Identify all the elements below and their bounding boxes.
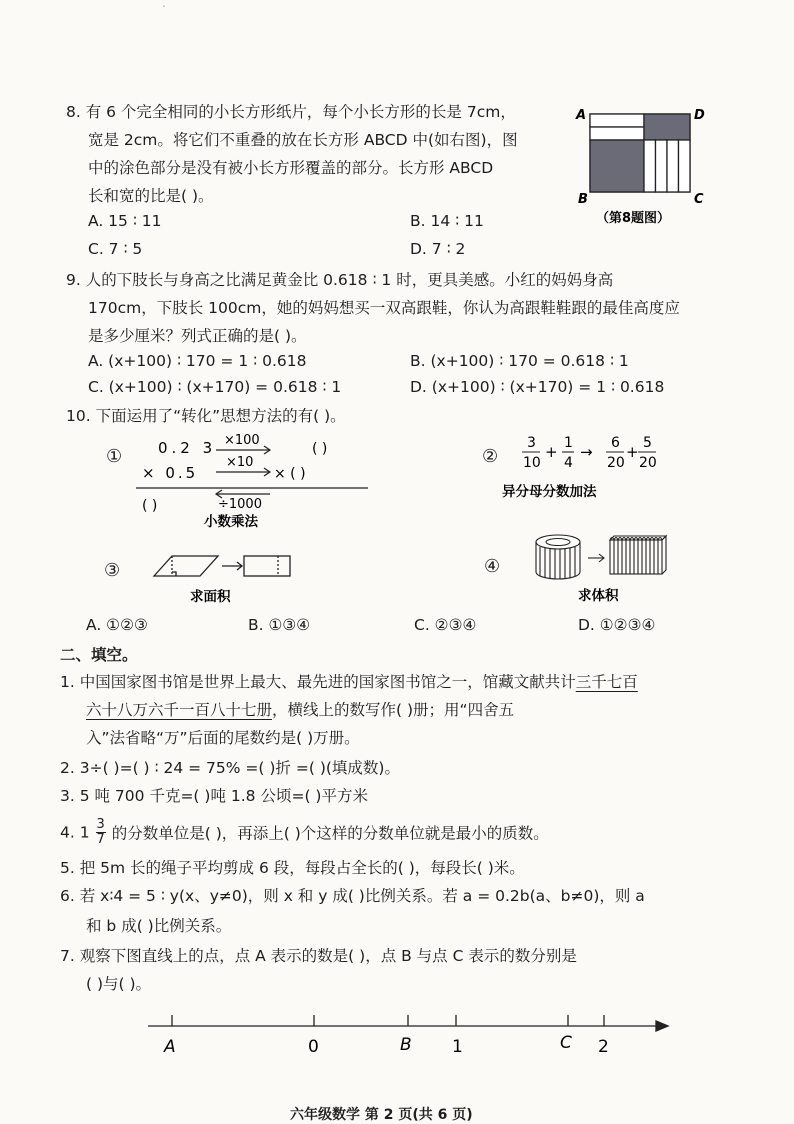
q10-decimal-multiplication bbox=[136, 428, 376, 532]
q8-option-a: A. 15 ∶ 11 bbox=[88, 212, 162, 230]
f4-fraction bbox=[96, 818, 106, 847]
section-fill-in-heading: 二、填空。 bbox=[60, 646, 138, 664]
f4-text: 的分数单位是( )，再添上( )个这样的分数单位就是最小的质数。 bbox=[111, 824, 549, 843]
q10-option-d: D. ①②③④ bbox=[578, 616, 656, 634]
q9-option-c: C. (x+100) ∶ (x+170) = 0.618 ∶ 1 bbox=[88, 378, 342, 396]
fraction-3-numerator: 6 bbox=[611, 435, 620, 451]
number-line-label-2: 2 bbox=[598, 1037, 609, 1057]
q10-cylinder-to-cuboid bbox=[530, 532, 690, 606]
f1-line-2 bbox=[86, 698, 514, 720]
fraction-2-numerator: 1 bbox=[564, 435, 573, 451]
number-line-label-b: B bbox=[400, 1035, 412, 1055]
q8-option-b: B. 14 ∶ 11 bbox=[410, 212, 484, 230]
q10-mult-bottom: × 0.5 bbox=[142, 464, 199, 482]
q10-parallelogram-to-rectangle bbox=[150, 550, 300, 606]
scan-mark: . bbox=[162, 0, 166, 10]
f1-line-3: 入”法省略“万”后面的尾数约是( )万册。 bbox=[86, 729, 360, 747]
q9-line-1: 9. 人的下肢长与身高之比满足黄金比 0.618 ∶ 1 时，更具美感。小红的妈妈身高 bbox=[66, 271, 614, 289]
q10-arrow-label-3: ÷1000 bbox=[218, 497, 262, 512]
number-line-label-1: 1 bbox=[452, 1037, 463, 1057]
q10-fraction-caption: 异分母分数加法 bbox=[502, 484, 597, 500]
fill-question-4 bbox=[60, 818, 549, 848]
fraction-2-denominator: 4 bbox=[564, 455, 573, 471]
f6-line-2: 和 b 成( )比例关系。 bbox=[86, 917, 232, 935]
q10-area-caption: 求面积 bbox=[190, 589, 231, 605]
fraction-4-numerator: 5 bbox=[643, 435, 652, 451]
q8-line-2: 宽是 2cm。将它们不重叠的放在长方形 ABCD 中(如右图)，图 bbox=[88, 131, 518, 149]
q10-mult-top: 0.2 3 bbox=[158, 439, 217, 457]
q8-label-a: A bbox=[576, 108, 587, 123]
q10-mult-product-1: ( ) bbox=[312, 441, 328, 457]
q10-option-c: C. ②③④ bbox=[414, 616, 477, 634]
fill-question-5: 5. 把 5m 长的绳子平均剪成 6 段，每段占全长的( )，每段长( )米。 bbox=[60, 859, 525, 877]
q8-rectangle-figure bbox=[572, 100, 712, 230]
f7-line-1: 7. 观察下图直线上的点，点 A 表示的数是( )，点 B 与点 C 表示的数分别是 bbox=[60, 947, 577, 965]
q10-line-1: 10. 下面运用了“转化”思想方法的有( )。 bbox=[66, 407, 346, 425]
q10-option-a: A. ①②③ bbox=[86, 616, 148, 634]
q10-arrow-label-2: ×10 bbox=[226, 455, 254, 470]
q8-option-c: C. 7 ∶ 5 bbox=[88, 240, 143, 258]
page-footer: 六年级数学 第 2 页(共 6 页) bbox=[290, 1107, 473, 1123]
f1-underlined-2: 六十八万六千一百八十七册 bbox=[86, 701, 273, 719]
q8-option-d: D. 7 ∶ 2 bbox=[410, 240, 466, 258]
q10-item-3-number: ③ bbox=[104, 560, 121, 581]
f4-numerator: 3 bbox=[96, 817, 105, 832]
q8-line-4: 长和宽的比是( )。 bbox=[88, 187, 214, 205]
q8-figure-caption: （第8题图） bbox=[596, 211, 671, 226]
q10-item-2-number: ② bbox=[482, 446, 499, 467]
q10-mult-product-2: × ( ) bbox=[274, 466, 306, 482]
f1-text-1: 1. 中国国家图书馆是世界上最大、最先进的国家图书馆之一，馆藏文献共计 bbox=[60, 673, 576, 691]
fraction-3-denominator: 20 bbox=[607, 455, 625, 471]
q10-arrow-label-1: ×100 bbox=[224, 433, 260, 448]
plus-sign-1: + bbox=[545, 443, 558, 461]
q8-label-d: D bbox=[694, 108, 705, 123]
f4-whole: 4. 1 bbox=[60, 823, 90, 842]
q10-fraction-addition bbox=[502, 432, 684, 506]
q10-item-1-number: ① bbox=[106, 446, 123, 467]
f1-line-1 bbox=[60, 670, 638, 692]
q8-label-c: C bbox=[694, 192, 704, 207]
number-line-label-0: 0 bbox=[308, 1037, 319, 1057]
f7-line-2: ( )与( )。 bbox=[86, 975, 152, 993]
f4-denominator: 7 bbox=[96, 832, 105, 847]
fraction-1-denominator: 10 bbox=[523, 455, 541, 471]
number-line-label-c: C bbox=[560, 1033, 572, 1053]
fill-question-2: 2. 3÷( )=( ) ∶ 24 = 75% =( )折 =( )(填成数)。 bbox=[60, 759, 400, 777]
q8-line-3: 中的涂色部分是没有被小长方形覆盖的部分。长方形 ABCD bbox=[88, 159, 494, 177]
q10-mult-caption: 小数乘法 bbox=[204, 514, 258, 530]
q10-mult-result: ( ) bbox=[142, 498, 158, 514]
f6-line-1: 6. 若 x∶4 = 5 ∶ y(x、y≠0)，则 x 和 y 成( )比例关系。若 a = 0.2b(a、b≠0)，则 a bbox=[60, 887, 645, 905]
fill-question-3: 3. 5 吨 700 千克=( )吨 1.8 公顷=( )平方米 bbox=[60, 787, 368, 805]
number-line bbox=[140, 1006, 680, 1062]
f1-text-2: ，横线上的数写作( )册；用“四舍五 bbox=[272, 701, 515, 719]
q8-label-b: B bbox=[578, 192, 588, 207]
q10-item-4-number: ④ bbox=[484, 556, 501, 577]
q9-option-a: A. (x+100) ∶ 170 = 1 ∶ 0.618 bbox=[88, 352, 307, 370]
convert-arrow: → bbox=[580, 443, 593, 461]
fraction-1-numerator: 3 bbox=[527, 435, 536, 451]
q10-option-b: B. ①③④ bbox=[248, 616, 311, 634]
q9-option-b: B. (x+100) ∶ 170 = 0.618 ∶ 1 bbox=[410, 352, 629, 370]
q9-line-2: 170cm，下肢长 100cm，她的妈妈想买一双高跟鞋，你认为高跟鞋鞋跟的最佳高度应 bbox=[88, 299, 680, 317]
fraction-4-denominator: 20 bbox=[639, 455, 657, 471]
q9-option-d: D. (x+100) ∶ (x+170) = 1 ∶ 0.618 bbox=[410, 378, 665, 396]
q9-line-3: 是多少厘米？列式正确的是( )。 bbox=[88, 327, 307, 345]
q10-volume-caption: 求体积 bbox=[578, 588, 619, 604]
f1-underlined-1: 三千七百 bbox=[575, 673, 638, 691]
plus-sign-2: + bbox=[626, 443, 639, 461]
q8-line-1: 8. 有 6 个完全相同的小长方形纸片，每个小长方形的长是 7cm， bbox=[66, 103, 516, 121]
number-line-label-a: A bbox=[164, 1037, 176, 1057]
